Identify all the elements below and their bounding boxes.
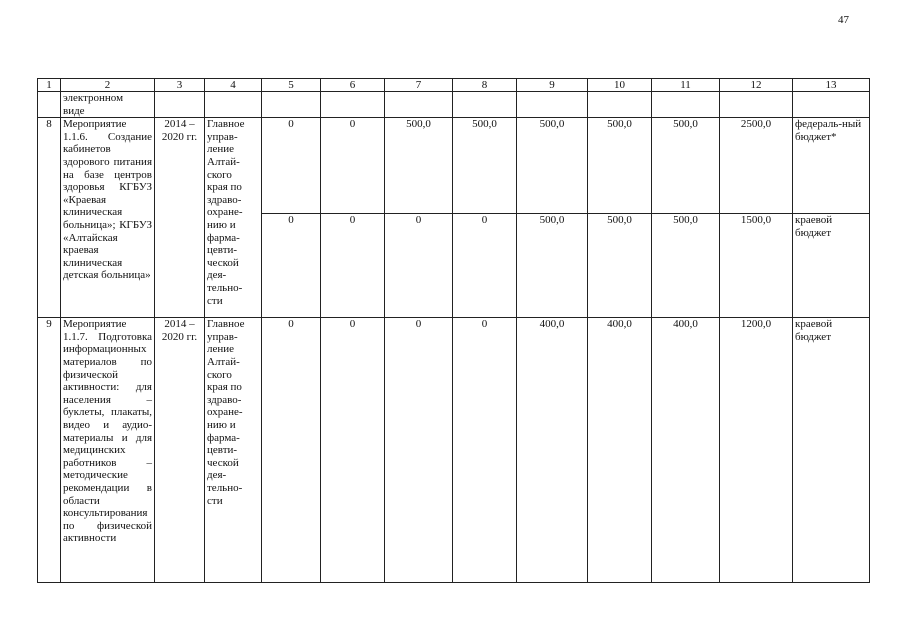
- budget-table: [37, 78, 870, 583]
- table-cell: [720, 92, 793, 118]
- executor: Главное управ- ление Алтай- ского края по здраво- охране- нию и фарма- цевти- ческой дея- тельно- сти: [205, 318, 262, 583]
- header-cell: 11: [652, 79, 720, 92]
- funding-source: краевой бюджет: [793, 318, 870, 583]
- value-cell: 500,0: [652, 214, 720, 318]
- table-cell: [453, 92, 517, 118]
- table-cell: [588, 92, 652, 118]
- measure-name-continued: электронном виде: [61, 92, 155, 118]
- funding-source: федераль-ный бюджет*: [793, 118, 870, 214]
- header-cell: 2: [61, 79, 155, 92]
- table-cell: [793, 92, 870, 118]
- page-number: 47: [838, 14, 849, 26]
- measure-name: Мероприятие 1.1.7. Подготовка информационных материалов по физической активности: для населения – буклеты, плакаты, видео и аудио-материалы и для медицинских работников – методические рекомендации в области консультирования по физической активности: [61, 318, 155, 583]
- row-number: 8: [38, 118, 61, 318]
- continuation-row: [38, 92, 870, 118]
- value-cell: 0: [385, 214, 453, 318]
- value-cell: 0: [262, 318, 321, 583]
- funding-source: краевой бюджет: [793, 214, 870, 318]
- value-cell: 400,0: [517, 318, 588, 583]
- table-cell: [652, 92, 720, 118]
- value-cell: 0: [453, 318, 517, 583]
- table-cell: [262, 92, 321, 118]
- value-cell: 500,0: [385, 118, 453, 214]
- value-cell: 500,0: [588, 214, 652, 318]
- table-cell: [205, 92, 262, 118]
- value-cell: 500,0: [517, 214, 588, 318]
- total-cell: 1500,0: [720, 214, 793, 318]
- total-cell: 1200,0: [720, 318, 793, 583]
- header-cell: 7: [385, 79, 453, 92]
- total-cell: 2500,0: [720, 118, 793, 214]
- table-cell: [155, 92, 205, 118]
- header-cell: 12: [720, 79, 793, 92]
- value-cell: 0: [385, 318, 453, 583]
- header-cell: 3: [155, 79, 205, 92]
- value-cell: 0: [321, 118, 385, 214]
- header-cell: 6: [321, 79, 385, 92]
- row-number: 9: [38, 318, 61, 583]
- header-cell: 9: [517, 79, 588, 92]
- value-cell: 500,0: [453, 118, 517, 214]
- value-cell: 0: [262, 118, 321, 214]
- table-cell: [517, 92, 588, 118]
- header-row: [38, 79, 870, 92]
- value-cell: 500,0: [652, 118, 720, 214]
- header-cell: 4: [205, 79, 262, 92]
- header-cell: 5: [262, 79, 321, 92]
- period: 2014 – 2020 гг.: [155, 318, 205, 583]
- table-row-9: [38, 318, 870, 583]
- table-cell: [385, 92, 453, 118]
- value-cell: 0: [321, 214, 385, 318]
- table-row-8-federal: [38, 118, 870, 214]
- measure-name: Мероприятие 1.1.6. Создание кабинетов здорового питания на базе центров здоровья КГБУЗ «Краевая клиническая больница»; КГБУЗ «Алтайская краевая клиническая детская больница»: [61, 118, 155, 318]
- table-cell: [321, 92, 385, 118]
- header-cell: 10: [588, 79, 652, 92]
- value-cell: 400,0: [588, 318, 652, 583]
- value-cell: 0: [453, 214, 517, 318]
- value-cell: 500,0: [517, 118, 588, 214]
- table-cell: [38, 92, 61, 118]
- header-cell: 13: [793, 79, 870, 92]
- value-cell: 400,0: [652, 318, 720, 583]
- header-cell: 1: [38, 79, 61, 92]
- value-cell: 500,0: [588, 118, 652, 214]
- value-cell: 0: [262, 214, 321, 318]
- executor: Главное управ- ление Алтай- ского края по здраво- охране- нию и фарма- цевти- ческой дея- тельно- сти: [205, 118, 262, 318]
- value-cell: 0: [321, 318, 385, 583]
- header-cell: 8: [453, 79, 517, 92]
- period: 2014 – 2020 гг.: [155, 118, 205, 318]
